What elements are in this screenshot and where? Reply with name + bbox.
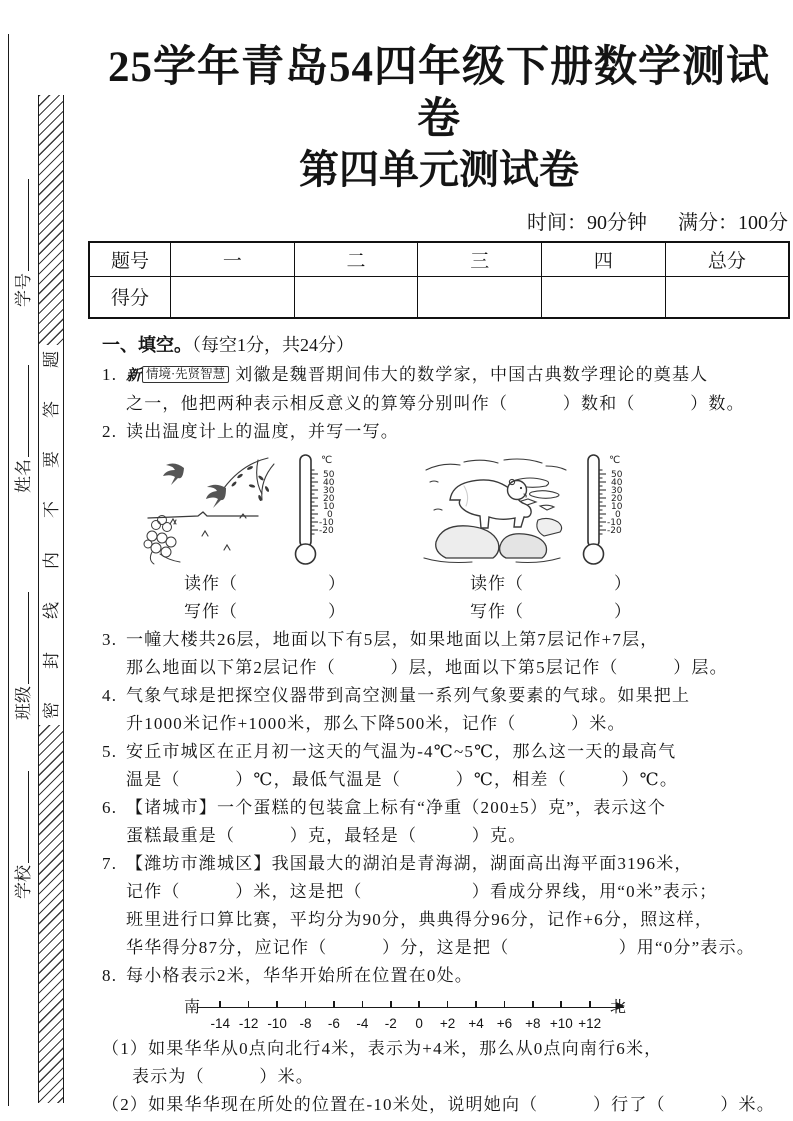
seal-line-band (38, 95, 64, 1103)
question-5-number: 5. (102, 741, 118, 761)
number-line-labels (206, 1016, 604, 1031)
polar-bear-ice-scene-image (420, 454, 570, 568)
tick-label: +8 (525, 1015, 541, 1031)
question-7-line: 班里进行口算比赛，平均分为90分，典典得分96分，记作+6分，照这样， (126, 909, 714, 929)
number-line-strip (206, 998, 604, 1031)
read-as-right: 读作（ ） (470, 573, 632, 593)
question-3-line: 那么地面以下第2层记作（ ）层，地面以下第5层记作（ ）层。 (126, 657, 728, 677)
question-4-line: 升1000米记作+1000米，那么下降500米，记作（ ）米。 (126, 713, 626, 733)
question-1-body (126, 361, 790, 418)
question-8-sub-2 (102, 1091, 790, 1119)
score-table (88, 241, 790, 319)
name-blank-line (14, 365, 29, 457)
score-empty-cell (294, 276, 418, 318)
seal-char: 线 (41, 601, 61, 619)
seal-char: 内 (41, 551, 61, 569)
score-header-cell: 题号 (89, 242, 171, 276)
tick-label: 0 (415, 1015, 423, 1031)
score-empty-cell (665, 276, 789, 318)
score-header-cell: 二 (294, 242, 418, 276)
question-2 (102, 418, 790, 446)
score-header-cell: 三 (418, 242, 542, 276)
score-header-cell: 总分 (665, 242, 789, 276)
thermometer-tick-label: 10 (323, 501, 335, 512)
thermometer-tick-label: 20 (611, 493, 623, 504)
thermometer-left (290, 450, 360, 568)
thermometer-right (578, 450, 648, 568)
thermometer-tick-label: 40 (323, 477, 335, 488)
question-6-body (126, 794, 790, 850)
tick-label: -10 (267, 1015, 287, 1031)
question-2-pictures (140, 450, 790, 568)
question-8-sub-1-body (102, 1035, 790, 1091)
question-1-line (126, 361, 790, 390)
question-6-number: 6. (102, 797, 118, 817)
north-label: 北 (610, 998, 627, 1016)
full-score: 满分：100分 (678, 212, 788, 235)
context-badge-prefix: 新 (126, 367, 142, 384)
question-6 (102, 794, 790, 850)
question-5-line: 温是（ ）℃，最低气温是（ ）℃，相差（ ）℃。 (126, 769, 679, 789)
seal-char: 要 (41, 451, 61, 469)
tick-label: +4 (468, 1015, 484, 1031)
seal-char: 不 (41, 501, 61, 519)
tick-label: -14 (210, 1015, 230, 1031)
thermometer-unit: ℃ (609, 454, 621, 466)
tick-label: -6 (327, 1015, 340, 1031)
question-6-line: 蛋糕最重是（ ）克，最轻是（ ）克。 (126, 825, 527, 845)
seal-hatch-top (39, 95, 63, 345)
north-arrow-icon (616, 1002, 625, 1010)
student-number-field (10, 167, 32, 307)
tick-label: -4 (356, 1015, 369, 1031)
section-one-note: （每空1分，共24分） (192, 334, 354, 355)
question-3 (102, 626, 790, 682)
class-blank-line (14, 592, 29, 684)
question-1-text: 刘徽是魏晋期间伟大的数学家，中国古典数学理论的奠基人 (235, 364, 709, 384)
tick-label: +12 (578, 1015, 602, 1031)
question-3-body (126, 626, 790, 682)
write-as-right: 写作（ ） (470, 601, 632, 621)
question-4-number: 4. (102, 685, 118, 705)
question-7-line: 【潍坊市潍城区】我国最大的湖泊是青海湖，湖面高出海平面3196米， (126, 853, 693, 873)
question-1 (102, 361, 790, 418)
question-8-text: 每小格表示2米，华华开始所在位置在0处。 (126, 965, 473, 985)
question-5 (102, 738, 790, 794)
class-label: 班级 (13, 686, 33, 720)
thermometer-tick-label: 20 (323, 493, 335, 504)
question-2-number: 2. (102, 421, 118, 441)
seal-hatch-bottom (39, 725, 63, 1103)
main-content (88, 42, 790, 1119)
name-label: 姓名 (13, 459, 33, 493)
question-4-line: 气象气球是把探空仪器带到高空测量一系列气象要素的气球。如果把上 (126, 685, 691, 705)
page-edge-line (8, 34, 9, 1106)
score-row-label: 得分 (89, 276, 171, 318)
thermometer-tick-label: 50 (323, 469, 335, 480)
score-empty-cell (542, 276, 666, 318)
write-as-left: 写作（ ） (184, 601, 346, 621)
seal-text (39, 345, 63, 725)
time-limit: 时间：90分钟 (527, 212, 647, 235)
tick-label: -2 (384, 1015, 397, 1031)
school-blank-line (14, 771, 29, 863)
read-as-row (184, 570, 790, 598)
thermometer-tick-label: 0 (615, 509, 621, 520)
score-header-cell: 一 (171, 242, 295, 276)
question-6-line: 【诸城市】一个蛋糕的包装盒上标有“净重（200±5）克”，表示这个 (126, 797, 667, 817)
number-line (184, 998, 790, 1031)
thermometer-tick-label: 10 (611, 501, 623, 512)
question-4 (102, 682, 790, 738)
section-one-heading (102, 331, 790, 357)
tick-label: -8 (299, 1015, 312, 1031)
question-5-line: 安丘市城区在正月初一这天的气温为-4℃~5℃，那么这一天的最高气 (126, 741, 677, 761)
question-8-number: 8. (102, 965, 118, 985)
question-7-line: 华华得分87分，应记作（ ）分，这是把（ ）用“0分”表示。 (126, 937, 755, 957)
question-2-text: 读出温度计上的温度，并写一写。 (126, 421, 399, 441)
section-one-title: 一、填空。 (102, 334, 192, 355)
read-as-left: 读作（ ） (184, 573, 346, 593)
student-number-blank-line (14, 179, 29, 271)
thermometer-tick-label: -20 (319, 525, 334, 536)
thermometer-tick-label: 40 (611, 477, 623, 488)
question-1-number: 1. (102, 364, 118, 384)
question-2-body (126, 418, 790, 446)
question-8-sub-1-line: 表示为（ ）米。 (132, 1066, 314, 1086)
score-table-header-row (89, 242, 789, 276)
question-8-sub-2-body (102, 1091, 790, 1119)
seal-char: 题 (41, 351, 61, 368)
question-3-line: 一幢大楼共26层，地面以下有5层，如果地面以上第7层记作+7层， (126, 629, 659, 649)
question-8-sub-1 (102, 1035, 790, 1091)
seal-char: 密 (41, 701, 61, 719)
context-badge: 情境·先贤智慧 (142, 366, 229, 383)
tick-label: +6 (496, 1015, 513, 1031)
tick-label: +2 (439, 1015, 456, 1031)
question-8-body (126, 962, 790, 990)
seal-char: 封 (41, 651, 61, 669)
question-8-sub-2-line: （2）如果华华现在所处的位置在-10米处，说明她向（ ）行了（ ）米。 (102, 1094, 775, 1114)
tick-label: +10 (549, 1015, 573, 1031)
score-header-cell: 四 (542, 242, 666, 276)
south-label: 南 (184, 998, 201, 1016)
score-table-score-row (89, 276, 789, 318)
thermometer-tick-label: -20 (607, 525, 622, 536)
paper-title: 25学年青岛54四年级下册数学测试卷 (108, 44, 770, 143)
seal-char: 答 (41, 401, 61, 419)
thermometer-tick-label: 50 (611, 469, 623, 480)
class-field (10, 580, 32, 720)
question-5-body (126, 738, 790, 794)
score-empty-cell (171, 276, 295, 318)
number-line-ticks (206, 998, 604, 1016)
thermometer-tick-label: -10 (319, 517, 334, 528)
paper-meta (88, 206, 788, 235)
question-8-sub-1-line: （1）如果华华从0点向北行4米，表示为+4米，那么从0点向南行6米， (102, 1038, 663, 1058)
question-7-body (126, 850, 790, 962)
thermometer-unit: ℃ (321, 454, 333, 466)
swallows-spring-scene-image (140, 454, 282, 568)
paper-subtitle: 第四单元测试卷 (299, 147, 579, 193)
student-number-label: 学号 (13, 273, 33, 307)
school-field (10, 759, 32, 899)
tick-label: -12 (238, 1015, 259, 1031)
school-label: 学校 (13, 865, 33, 899)
question-3-number: 3. (102, 629, 118, 649)
thermometer-tick-label: 30 (323, 485, 335, 496)
name-field (10, 353, 32, 493)
question-7 (102, 850, 790, 962)
thermometer-tick-label: -10 (607, 517, 622, 528)
write-as-row (184, 598, 790, 626)
question-7-line: 记作（ ）米，这是把（ ）看成分界线，用“0米”表示； (126, 881, 718, 901)
question-7-number: 7. (102, 853, 118, 873)
question-8 (102, 962, 790, 990)
thermometer-tick-label: 0 (327, 509, 333, 520)
question-4-body (126, 682, 790, 738)
score-empty-cell (418, 276, 542, 318)
thermometer-tick-label: 30 (611, 485, 623, 496)
question-1-line: 之一，他把两种表示相反意义的算筹分别叫作（ ）数和（ ）数。 (126, 393, 745, 413)
